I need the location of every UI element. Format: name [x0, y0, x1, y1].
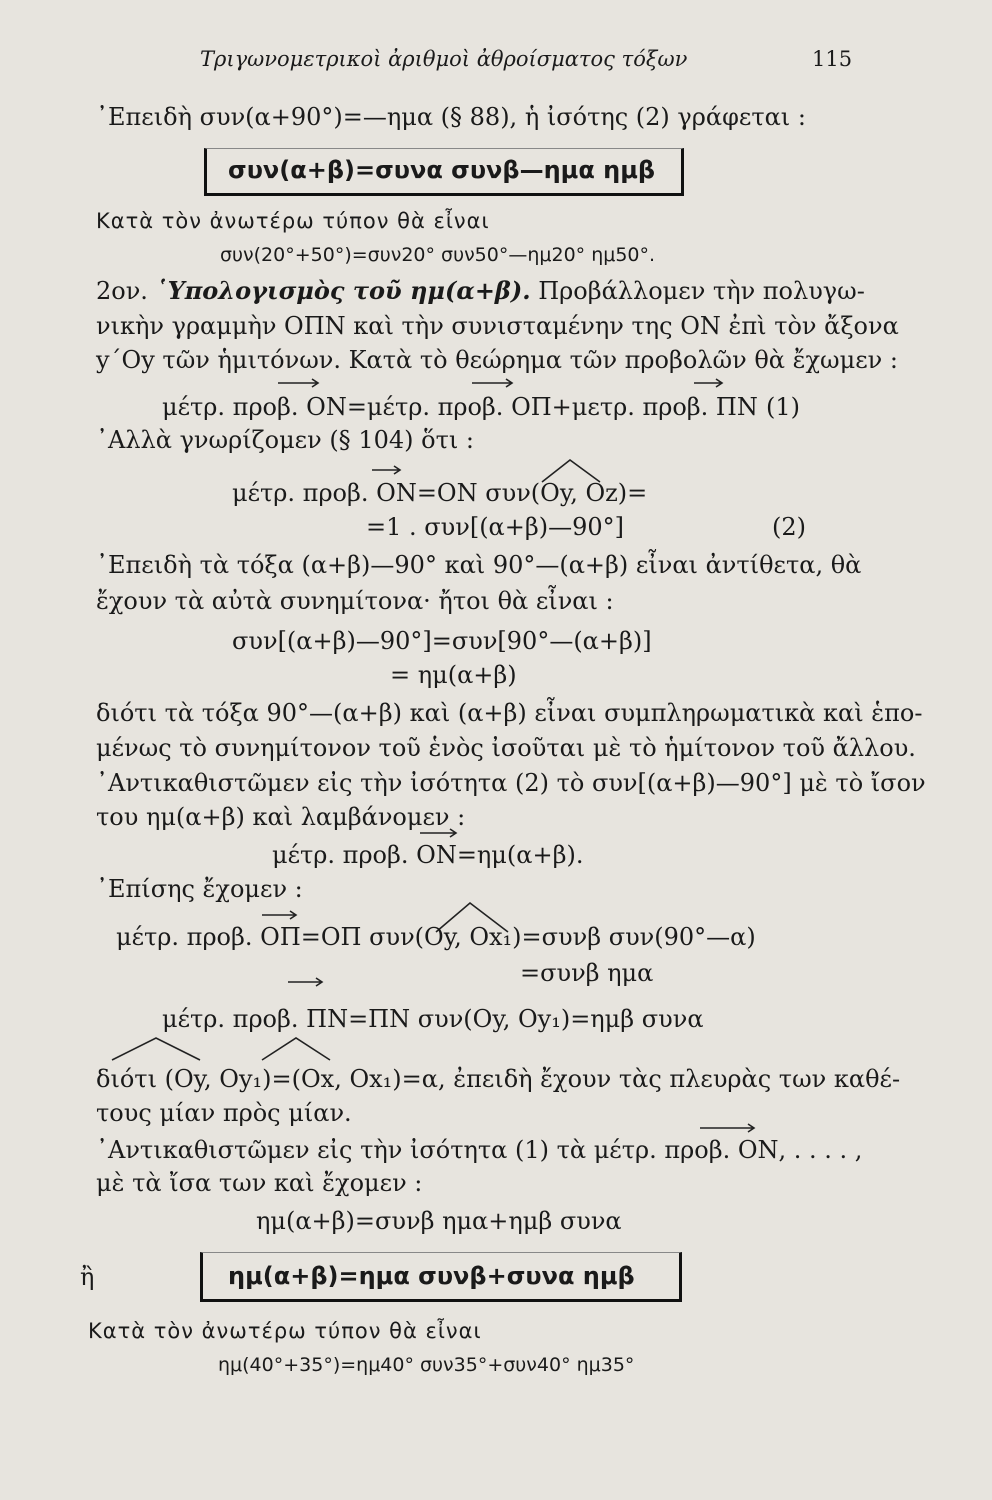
- formula-cos-sum: συν(α+β)=συνα συνβ—ημα ημβ: [228, 156, 656, 184]
- text-line: y΄Oy τῶν ἡμιτόνων. Κατὰ τὸ θεώρημα τῶν προβολῶν θὰ ἔχωμεν :: [96, 346, 898, 374]
- equation-5b: =συνβ ημα: [520, 959, 654, 987]
- text-line: Κατὰ τὸν ἀνωτέρω τύπον θὰ εἶναι: [88, 1319, 482, 1343]
- arrow-on-2: [372, 466, 400, 474]
- equation-3b: = ημ(α+β): [390, 661, 517, 689]
- equation-6: μέτρ. προβ. ΠΝ=ΠΝ συν(Oy, Oy₁)=ημβ συνα: [162, 1005, 704, 1033]
- equation-5a: μέτρ. προβ. ΟΠ=ΟΠ συν(Oy, Ox₁)=συνβ συν(90°—α): [116, 923, 756, 951]
- text-line: ᾿Επειδὴ τὰ τόξα (α+β)—90° καὶ 90°—(α+β) εἶναι ἀντίθετα, θὰ: [96, 551, 862, 579]
- equation-3a: συν[(α+β)—90°]=συν[90°—(α+β)]: [232, 627, 652, 655]
- formula-sin-sum: ημ(α+β)=ημα συνβ+συνα ημβ: [228, 1262, 635, 1290]
- text-line: διότι τὰ τόξα 90°—(α+β) καὶ (α+β) εἶναι συμπληρωματικὰ καὶ ἑπο-: [96, 699, 923, 727]
- or-word: ἢ: [80, 1263, 95, 1291]
- section-text: Προβάλλομεν τὴν πολυγω-: [538, 277, 865, 305]
- text-line: μὲ τὰ ἴσα των καὶ ἔχομεν :: [96, 1169, 423, 1197]
- arrow-on-4: [700, 1124, 754, 1132]
- equation-1: μέτρ. προβ. ΟΝ=μέτρ. προβ. ΟΠ+μετρ. προβ. ΠΝ: [162, 393, 758, 421]
- page-number: 115: [812, 47, 853, 71]
- angle-oy-oy1: [112, 1038, 200, 1060]
- text-line: μένως τὸ συνημίτονον τοῦ ἑνὸς ἰσοῦται μὲ τὸ ἡμίτονον τοῦ ἄλλου.: [96, 734, 916, 762]
- equation-7: ημ(α+β)=συνβ ημα+ημβ συνα: [256, 1207, 622, 1235]
- example-cos: συν(20°+50°)=συν20° συν50°—ημ20° ημ50°.: [220, 244, 656, 266]
- equation-2b: =1 . συν[(α+β)—90°]: [366, 513, 625, 541]
- arrow-pn-2: [288, 978, 322, 986]
- equation-1-number: (1): [766, 393, 800, 421]
- text-line: νικὴν γραμμὴν ΟΠΝ καὶ τὴν συνισταμένην της ΟΝ ἐπὶ τὸν ἄξονα: [96, 312, 899, 340]
- text-line: ᾿Αντικαθιστῶμεν εἰς τὴν ἰσότητα (1) τὰ μέτρ. προβ. ΟΝ, . . . . ,: [96, 1136, 863, 1164]
- arrow-on: [278, 379, 318, 387]
- equation-2a: μέτρ. προβ. ΟΝ=ΟΝ συν(Oy, Oz)=: [232, 479, 648, 507]
- example-sin: ημ(40°+35°)=ημ40° συν35°+συν40° ημ35°: [218, 1354, 635, 1376]
- angle-ox-ox1: [262, 1038, 330, 1060]
- text-line: ᾿Αντικαθιστῶμεν εἰς τὴν ἰσότητα (2) τὸ συν[(α+β)—90°] μὲ τὸ ἴσον: [96, 769, 926, 797]
- text-line: ᾿Επίσης ἔχομεν :: [96, 875, 303, 903]
- text-line: του ημ(α+β) καὶ λαμβάνομεν :: [96, 803, 466, 831]
- arrow-op-2: [262, 911, 296, 919]
- running-header: Τριγωνομετρικοὶ ἀριθμοὶ ἀθροίσματος τόξων: [200, 47, 688, 71]
- text-line: διότι (Oy, Oy₁)=(Ox, Ox₁)=α, ἐπειδὴ ἔχουν τὰς πλευρὰς των καθέ-: [96, 1065, 901, 1093]
- text-line: ᾿Αλλὰ γνωρίζομεν (§ 104) ὅτι :: [96, 426, 474, 454]
- arrow-pn: [694, 379, 722, 387]
- section-title: ῾Υπολογισμὸς τοῦ ημ(α+β).: [155, 276, 531, 305]
- equation-2-number: (2): [772, 513, 806, 541]
- text-line: ἔχουν τὰ αὐτὰ συνημίτονα· ἤτοι θὰ εἶναι :: [96, 587, 614, 615]
- text-line: τους μίαν πρὸς μίαν.: [96, 1099, 352, 1127]
- text-line: ᾿Επειδὴ συν(α+90°)=—ημα (§ 88), ἡ ἰσότης (2) γράφεται :: [96, 103, 806, 131]
- arrow-op: [472, 379, 512, 387]
- equation-4: μέτρ. προβ. ΟΝ=ημ(α+β).: [272, 841, 584, 869]
- section-number: 2ον.: [96, 277, 148, 305]
- text-line: Κατὰ τὸν ἀνωτέρω τύπον θὰ εἶναι: [96, 209, 490, 233]
